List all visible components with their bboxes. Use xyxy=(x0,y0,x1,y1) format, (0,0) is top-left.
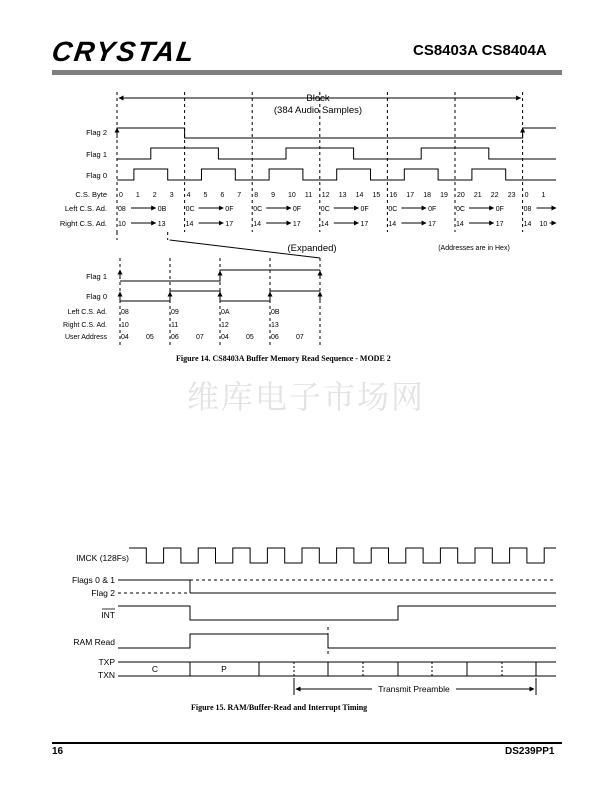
right-cs-address: 17 xyxy=(495,221,504,228)
figure-14-caption: Figure 14. CS8403A Buffer Memory Read Sequence - MODE 2 xyxy=(176,354,391,363)
right-cs-address: 10 xyxy=(118,221,126,228)
exp-user-address: 05 xyxy=(146,334,154,341)
footer-rule xyxy=(52,742,562,744)
right-cs-address: 14 xyxy=(253,221,261,228)
exp-right-address: 10 xyxy=(121,322,129,329)
flag1-label: Flag 1 xyxy=(86,150,107,159)
crystal-logo: CRYSTAL xyxy=(49,36,198,67)
cs-byte-number: 2 xyxy=(152,192,157,199)
flag1-waveform xyxy=(117,148,556,159)
watermark: 维库电子市场网 xyxy=(186,378,425,416)
flag2-label: Flag 2 xyxy=(86,128,107,137)
cs-byte-number: 14 xyxy=(355,192,364,199)
left-cs-address: 0C xyxy=(253,206,263,213)
flag0-label: Flag 0 xyxy=(86,171,107,180)
txp-label: TXP xyxy=(98,657,115,667)
cs-byte-number: 10 xyxy=(288,192,296,199)
exp-left-label: Left C.S. Ad. xyxy=(67,309,107,316)
cs-byte-number: 22 xyxy=(490,192,499,199)
right-cs-address: 14 xyxy=(388,221,397,228)
exp-user-address: 07 xyxy=(196,334,204,341)
imck-label: IMCK (128Fs) xyxy=(76,553,129,563)
f15-flag2-label: Flag 2 xyxy=(91,588,115,598)
flag2-waveform xyxy=(117,128,556,138)
left-cs-label: Left C.S. Ad. xyxy=(64,204,107,213)
right-cs-address: 14 xyxy=(456,221,464,228)
page-number: 16 xyxy=(52,746,64,757)
exp-user-address: 04 xyxy=(121,334,129,341)
expanded-label: (Expanded) xyxy=(287,243,337,254)
exp-flag1-label: Flag 1 xyxy=(86,272,107,281)
exp-user-address: 05 xyxy=(246,334,254,341)
cs-byte-number: 9 xyxy=(271,192,276,199)
cs-byte-number: 3 xyxy=(169,192,174,199)
right-cs-address: 14 xyxy=(320,221,329,228)
right-cs-label: Right C.S. Ad. xyxy=(59,219,107,228)
exp-right-address: 13 xyxy=(271,322,279,329)
right-cs-address: 14 xyxy=(523,221,532,228)
cs-byte-number: 20 xyxy=(457,192,465,199)
tx-c-label: C xyxy=(151,664,159,674)
cs-byte-number: 4 xyxy=(186,192,191,199)
left-cs-address: 0C xyxy=(388,206,398,213)
ramread-label: RAM Read xyxy=(73,637,115,647)
cs-byte-number: 7 xyxy=(237,192,242,199)
preamble-label: Transmit Preamble xyxy=(378,684,450,694)
hex-note: (Addresses are in Hex) xyxy=(438,245,510,252)
left-cs-address: 0F xyxy=(360,206,369,213)
exp-user-address: 06 xyxy=(271,334,279,341)
cs-byte-number: 15 xyxy=(372,192,381,199)
int-label: INT xyxy=(101,610,115,620)
right-cs-address: 14 xyxy=(185,221,194,228)
exp-flag0-label: Flag 0 xyxy=(86,292,107,301)
left-cs-address: 0C xyxy=(185,206,195,213)
right-cs-address: 13 xyxy=(157,221,166,228)
cs-byte-number: 17 xyxy=(406,192,415,199)
cs-byte-number: 16 xyxy=(389,192,398,199)
left-cs-address: 0F xyxy=(292,206,302,213)
exp-right-label: Right C.S. Ad. xyxy=(63,322,107,329)
exp-left-address: 08 xyxy=(121,309,129,316)
left-cs-address: 0F xyxy=(225,206,234,213)
left-cs-address: 0C xyxy=(320,206,330,213)
exp-user-label: User Address xyxy=(64,334,107,341)
exp-right-address: 12 xyxy=(221,322,229,329)
left-cs-address: 0B xyxy=(157,206,167,213)
left-cs-address: 0F xyxy=(428,206,437,213)
cs-byte-number: 19 xyxy=(440,192,448,199)
cs-byte-number: 23 xyxy=(507,192,516,199)
right-cs-address: 17 xyxy=(360,221,369,228)
cs-byte-number: 5 xyxy=(203,192,208,199)
cs-byte-label: C.S. Byte xyxy=(75,190,107,199)
cs-byte-number: 0 xyxy=(524,192,529,199)
exp-left-address: 0A xyxy=(221,309,230,316)
right-cs-address: 17 xyxy=(428,221,436,228)
txn-label: TXN xyxy=(98,670,115,680)
left-cs-address: 08 xyxy=(118,206,126,213)
block-sub-label: (384 Audio Samples) xyxy=(273,105,363,116)
cs-byte-number: 13 xyxy=(338,192,347,199)
cs-byte-number: 12 xyxy=(321,192,330,199)
left-cs-address: 0F xyxy=(495,206,504,213)
right-cs-address: 17 xyxy=(225,221,234,228)
exp-right-address: 11 xyxy=(171,322,179,329)
right-cs-address: 17 xyxy=(292,221,301,228)
exp-left-address: 09 xyxy=(171,309,179,316)
cs-byte-number: 1 xyxy=(135,192,140,199)
figure-15-caption: Figure 15. RAM/Buffer-Read and Interrupt Timing xyxy=(191,703,368,712)
cs-byte-number: 18 xyxy=(423,192,431,199)
tx-p-label: P xyxy=(221,664,227,674)
cs-byte-number: 11 xyxy=(304,192,313,199)
exp-user-address: 04 xyxy=(221,334,229,341)
flag0-waveform xyxy=(117,169,556,180)
part-number-title: CS8403A CS8404A xyxy=(413,42,547,59)
left-cs-address: 08 xyxy=(523,206,532,213)
cs-byte-number: 6 xyxy=(220,192,225,199)
exp-left-address: 0B xyxy=(271,309,280,316)
cs-byte-number: 21 xyxy=(473,192,482,199)
cs-byte-number: 1 xyxy=(541,192,546,199)
doc-number: DS239PP1 xyxy=(505,746,555,757)
exp-user-address: 06 xyxy=(171,334,179,341)
exp-user-address: 07 xyxy=(296,334,304,341)
right-cs-address: 10 xyxy=(539,221,548,228)
block-label: Block xyxy=(306,93,330,104)
cs-byte-number: 0 xyxy=(119,192,123,199)
cs-byte-number: 8 xyxy=(254,192,259,199)
flags01-label: Flags 0 & 1 xyxy=(72,575,115,585)
left-cs-address: 0C xyxy=(456,206,465,213)
